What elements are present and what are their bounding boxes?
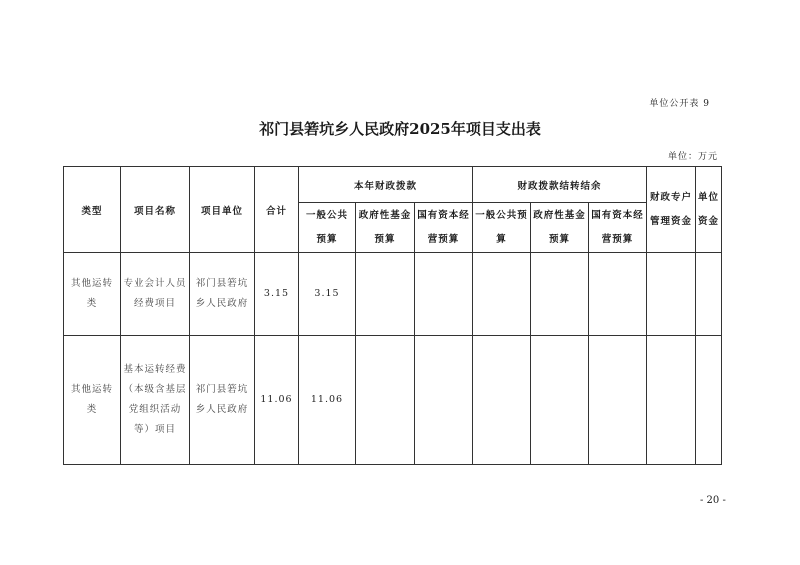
unit-label: 单位：万元 (667, 152, 718, 162)
header-total: 合计 (255, 167, 299, 253)
cell-car-general (473, 336, 531, 465)
header-dept: 项目单位 (190, 167, 255, 253)
header-car-general: 一般公共预算 (473, 203, 531, 253)
table-row (64, 336, 722, 465)
header-cur-fund: 政府性基金预算 (356, 203, 415, 253)
header-car-fund: 政府性基金预算 (531, 203, 589, 253)
cell-type: 其他运转类 (64, 253, 121, 336)
cell-car-general (473, 253, 531, 336)
page-title: 祁门县箬坑乡人民政府2025年项目支出表 (259, 120, 541, 138)
expenditure-table (63, 166, 722, 465)
header-current-group: 本年财政拨款 (299, 167, 473, 203)
cell-car-state (589, 253, 647, 336)
cell-cur-state (415, 253, 473, 336)
page-number: - 20 - (700, 495, 726, 506)
cell-total: 11.06 (255, 336, 299, 465)
cell-type: 其他运转类 (64, 336, 121, 465)
cell-own (696, 336, 722, 465)
table-row (64, 253, 722, 336)
cell-total: 3.15 (255, 253, 299, 336)
cell-special (647, 336, 696, 465)
cell-car-fund (531, 336, 589, 465)
header-car-state: 国有资本经营预算 (589, 203, 647, 253)
cell-cur-fund (356, 336, 415, 465)
cell-cur-fund (356, 253, 415, 336)
cell-car-fund (531, 253, 589, 336)
header-special: 财政专户管理资金 (647, 167, 696, 253)
cell-cur-state (415, 336, 473, 465)
cell-dept: 祁门县箬坑乡人民政府 (190, 253, 255, 336)
form-number: 单位公开表 9 (649, 99, 710, 109)
cell-cur-general: 3.15 (299, 253, 356, 336)
cell-dept: 祁门县箬坑乡人民政府 (190, 336, 255, 465)
header-carry-group: 财政拨款结转结余 (473, 167, 647, 203)
cell-special (647, 253, 696, 336)
header-own: 单位资金 (696, 167, 722, 253)
cell-cur-general: 11.06 (299, 336, 356, 465)
cell-name: 专业会计人员经费项目 (121, 253, 190, 336)
header-cur-general: 一般公共预算 (299, 203, 356, 253)
cell-own (696, 253, 722, 336)
header-name: 项目名称 (121, 167, 190, 253)
cell-name: 基本运转经费（本级含基层党组织活动等）项目 (121, 336, 190, 465)
cell-car-state (589, 336, 647, 465)
header-cur-state: 国有资本经营预算 (415, 203, 473, 253)
header-type: 类型 (64, 167, 121, 253)
